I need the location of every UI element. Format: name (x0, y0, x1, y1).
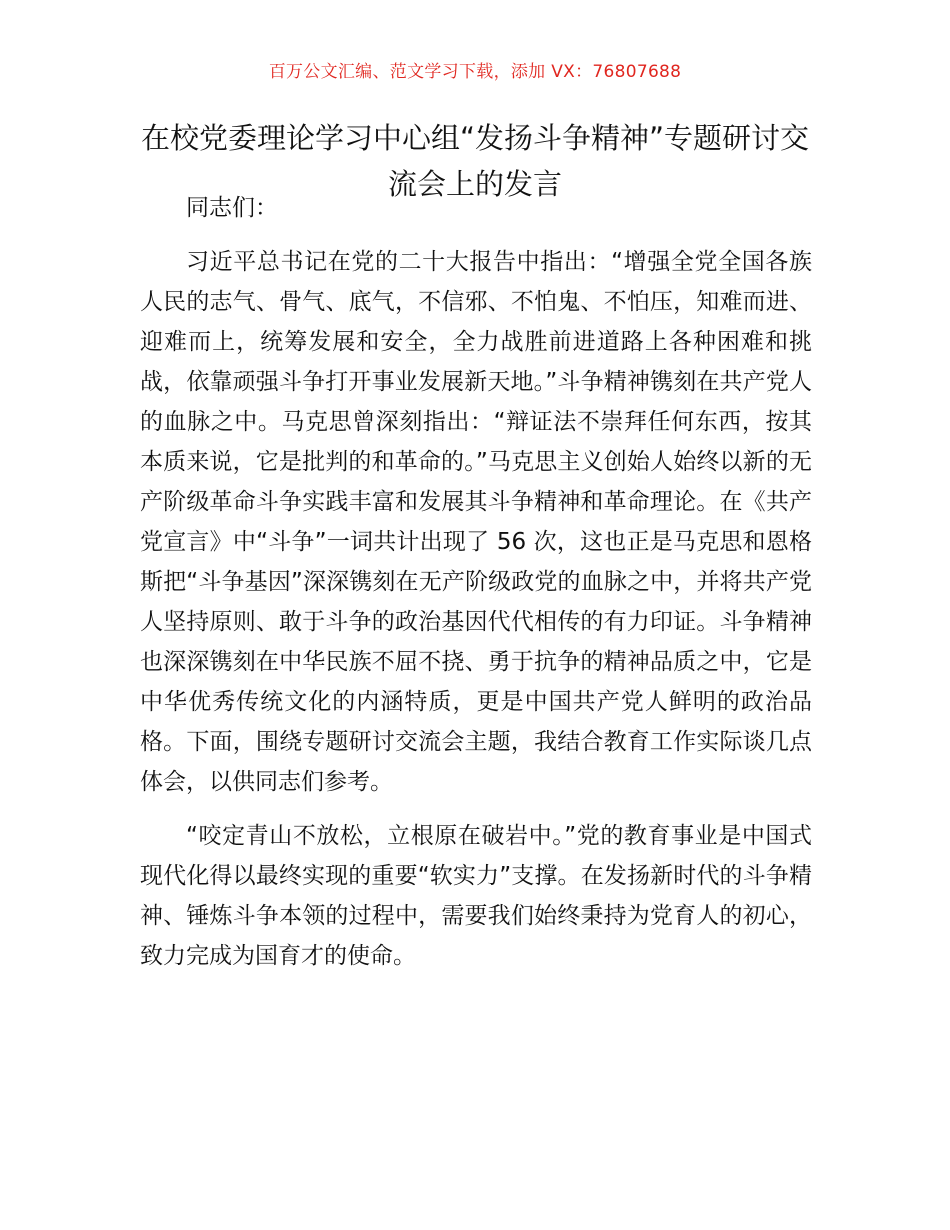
header-notice: 百万公文汇编、范文学习下载，添加 VX：76807688 (268, 62, 682, 82)
paragraph-1: 习近平总书记在党的二十大报告中指出：“增强全党全国各族人民的志气、骨气、底气，不信邪、不怕鬼、不怕压，知难而进、迎难而上，统筹发展和安全，全力战胜前进道路上各种困难和挑战，依靠顽强斗争打开事业发展新天地。”斗争精神镌刻在共产党人的血脉之中。马克思曾深刻指出：“辩证法不崇拜任何东西，按其本质来说，它是批判的和革命的。”马克思主义创始人始终以新的无产阶级革命斗争实践丰富和发展其斗争精神和革命理论。在《共产党宣言》中“斗争”一词共计出现了 56 次，这也正是马克思和恩格斯把“斗争基因”深深镌刻在无产阶级政党的血脉之中，并将共产党人坚持原则、敢于斗争的政治基因代代相传的有力印证。斗争精神也深深镌刻在中华民族不屈不挠、勇于抗争的精神品质之中，它是中华优秀传统文化的内涵特质，更是中国共产党人鲜明的政治品格。下面，围绕专题研讨交流会主题，我结合教育工作实际谈几点体会，以供同志们参考。 (140, 249, 812, 795)
salutation: 同志们： (186, 195, 278, 221)
document-title: 在校党委理论学习中心组“发扬斗争精神”专题研讨交流会上的发言 (140, 121, 810, 201)
document-body (140, 188, 812, 990)
paragraph-2: “咬定青山不放松，立根原在破岩中。”党的教育事业是中国式现代化得以最终实现的重要“软实力”支撑。在发扬新时代的斗争精神、锤炼斗争本领的过程中，需要我们始终秉持为党育人的初心，致力完成为国育才的使命。 (140, 823, 812, 969)
